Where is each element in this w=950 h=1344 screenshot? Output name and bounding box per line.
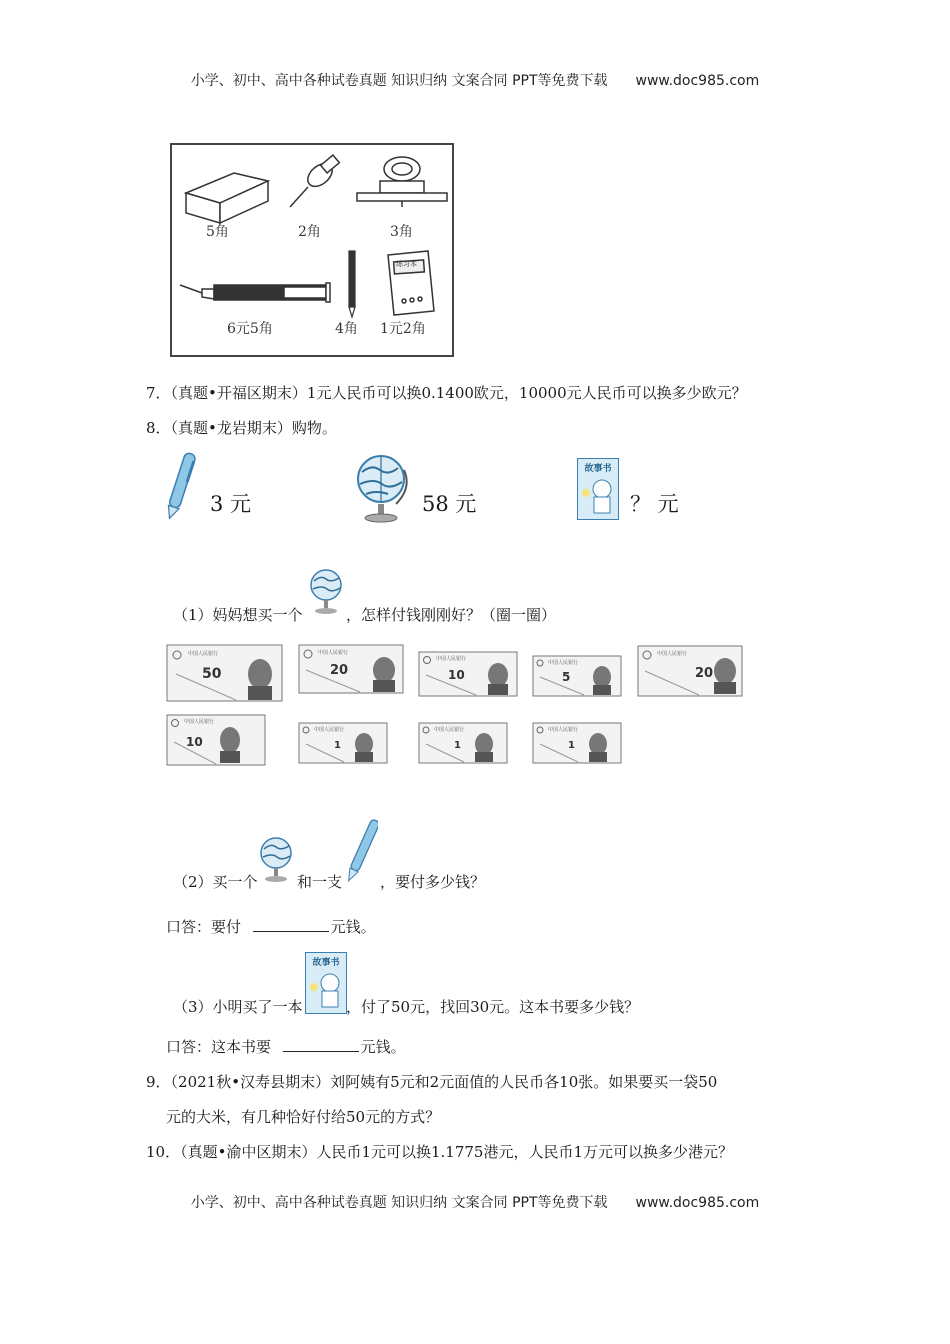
question-8-text: （真题•龙岩期末）购物。 — [170, 419, 337, 437]
banknote-20-b-drawing — [637, 645, 743, 697]
pushpin-price: 2角 — [298, 224, 321, 240]
banknote-10-b-value: 10 — [186, 735, 203, 749]
fountain-pen-price: 6元5角 — [227, 321, 273, 337]
sub-question-2-a: （2）买一个 — [173, 873, 258, 891]
question-9-text-1: （2021秋•汉寿县期末）刘阿姨有5元和2元面值的人民币各10张。如果要买一袋50 — [170, 1073, 718, 1091]
question-7-number: 7． — [146, 384, 171, 402]
question-9-number: 9． — [146, 1073, 171, 1091]
globe-price: 58 元 — [422, 492, 477, 516]
storybook-small-icon — [305, 952, 347, 1014]
banknote-20-b-value: 20 — [695, 666, 714, 681]
sub-question-3-b: ，付了50元，找回30元。这本书要多少钱？ — [346, 998, 640, 1016]
banknote-1-b-bank: 中国人民银行 — [434, 727, 465, 733]
banknote-10-a[interactable] — [418, 651, 518, 697]
eraser-icon — [186, 173, 268, 223]
banknote-50-drawing — [166, 644, 283, 702]
eraser-price: 5角 — [206, 224, 229, 240]
banknote-1-a-value: 1 — [334, 740, 341, 751]
storybook-icon — [577, 458, 619, 520]
blue-pen-small-icon — [348, 814, 378, 888]
banknote-1-c[interactable] — [532, 722, 622, 764]
sub-question-3-a: （3）小明买了一本 — [173, 998, 303, 1016]
answer-2-prefix: 口答：要付 — [166, 918, 242, 936]
storybook-cover-title: 故事书 — [584, 464, 612, 474]
banknote-20-b[interactable] — [637, 645, 743, 697]
question-7 — [146, 382, 747, 403]
banknote-5[interactable] — [532, 655, 622, 697]
notebook-price: 1元2角 — [380, 321, 426, 337]
stationery-price-figure — [170, 143, 454, 357]
banknote-1-a-bank: 中国人民银行 — [314, 727, 345, 733]
pen-price: 3 元 — [210, 492, 252, 516]
storybook-child-drawing — [578, 475, 618, 519]
question-9-text-2: 元的大米，有几种恰好付给50元的方式？ — [166, 1108, 441, 1126]
question-10 — [146, 1141, 733, 1162]
banknote-50-value: 50 — [202, 666, 222, 682]
banknote-1-b[interactable] — [418, 722, 508, 764]
banknote-1-b-value: 1 — [454, 740, 461, 751]
banknote-10-a-value: 10 — [448, 668, 465, 682]
answer-3-blank[interactable] — [283, 1037, 359, 1052]
banknote-10-b[interactable] — [166, 714, 266, 766]
footer-tagline: 小学、初中、高中各种试卷真题 知识归纳 文案合同 PPT等免费下载 — [190, 1195, 608, 1211]
banknote-10-a-drawing — [418, 651, 518, 697]
globe-icon — [352, 452, 410, 524]
banknote-5-value: 5 — [562, 670, 571, 684]
banknote-10-b-bank: 中国人民银行 — [184, 719, 215, 725]
header-site: www.doc985.com — [635, 73, 760, 89]
banknote-5-drawing — [532, 655, 622, 697]
banknote-1-a-drawing — [298, 722, 388, 764]
banknote-1-c-value: 1 — [568, 740, 575, 751]
banknote-20-b-bank: 中国人民银行 — [657, 651, 688, 657]
globe-small-icon-2 — [256, 834, 296, 886]
page-header — [0, 70, 950, 90]
question-8 — [146, 417, 337, 438]
banknote-50-bank: 中国人民银行 — [188, 651, 219, 657]
banknote-50[interactable] — [166, 644, 283, 702]
answer-3-suffix: 元钱。 — [360, 1038, 406, 1056]
answer-3-prefix: 口答：这本书要 — [166, 1038, 272, 1056]
answer-2-suffix: 元钱。 — [330, 918, 376, 936]
answer-2 — [166, 916, 376, 937]
question-9-line-1 — [146, 1071, 717, 1092]
answer-3 — [166, 1036, 406, 1057]
banknote-1-b-drawing — [418, 722, 508, 764]
storybook-small-cover-title: 故事书 — [312, 958, 340, 968]
sub-question-1-after: ，怎样付钱刚刚好？（圈一圈） — [346, 606, 557, 624]
fountain-pen-icon — [180, 283, 330, 302]
banknote-20-a-drawing — [298, 644, 404, 694]
page-footer — [0, 1192, 950, 1212]
pushpin-icon — [290, 155, 339, 207]
banknote-20-a-bank: 中国人民银行 — [318, 650, 349, 656]
banknote-1-c-drawing — [532, 722, 622, 764]
sub-question-1-before: （1）妈妈想买一个 — [173, 606, 303, 624]
banknote-5-bank: 中国人民银行 — [548, 660, 579, 666]
pencil-price: 4角 — [335, 321, 358, 337]
storybook-small-child-drawing — [306, 969, 346, 1013]
banknote-10-b-drawing — [166, 714, 266, 766]
question-10-text: （真题•渝中区期末）人民币1元可以换1.1775港元，人民币1万元可以换多少港元？ — [180, 1143, 734, 1161]
footer-site: www.doc985.com — [635, 1195, 760, 1211]
blue-pen-icon — [160, 448, 200, 524]
globe-small-icon — [306, 566, 346, 618]
clip-price: 3角 — [390, 224, 413, 240]
answer-2-blank[interactable] — [253, 917, 329, 932]
binder-clip-icon — [357, 157, 447, 207]
question-8-number: 8． — [146, 419, 171, 437]
banknote-20-a[interactable] — [298, 644, 404, 694]
notebook-cover-text: 练习本 — [396, 260, 417, 268]
banknote-20-a-value: 20 — [330, 663, 349, 678]
header-tagline: 小学、初中、高中各种试卷真题 知识归纳 文案合同 PPT等免费下载 — [190, 73, 608, 89]
pencil-icon — [349, 251, 355, 317]
storybook-price: ？ 元 — [630, 492, 679, 516]
banknote-10-a-bank: 中国人民银行 — [436, 656, 467, 662]
question-10-number: 10． — [146, 1143, 181, 1161]
banknote-1-a[interactable] — [298, 722, 388, 764]
question-7-text: （真题•开福区期末）1元人民币可以换0.1400欧元，10000元人民币可以换多少欧元？ — [170, 384, 747, 402]
sub-question-2-c: ，要付多少钱？ — [380, 873, 486, 891]
banknote-1-c-bank: 中国人民银行 — [548, 727, 579, 733]
sub-question-2-b: 和一支 — [297, 873, 343, 891]
